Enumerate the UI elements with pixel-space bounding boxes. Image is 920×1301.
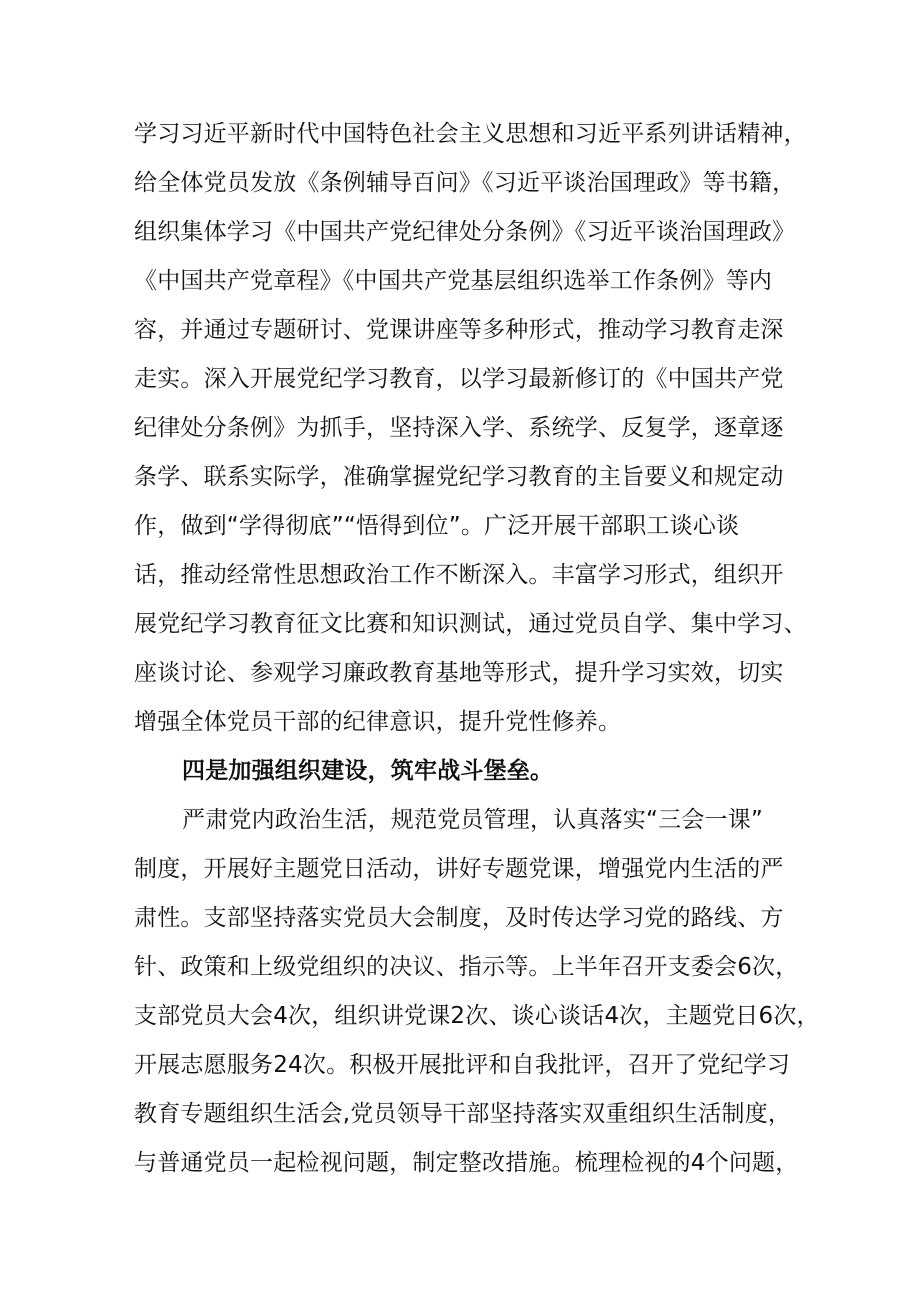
paragraph-line: 作，做到“学得彻底”“悟得到位”。广泛开展干部职工谈心谈: [134, 513, 740, 539]
paragraph-line: 纪律处分条例》为抓手，坚持深入学、系统学、反复学，逐章逐: [134, 415, 784, 441]
paragraph-line: 给全体党员发放《条例辅导百问》《习近平谈治国理政》等书籍，: [134, 170, 796, 196]
paragraph-line: 话，推动经常性思想政治工作不断深入。丰富学习形式，组织开: [134, 562, 784, 588]
paragraph-line: 与普通党员一起检视问题，制定整改措施。梳理检视的4个问题，: [134, 1150, 799, 1176]
paragraph-line: 肃性。支部坚持落实党员大会制度，及时传达学习党的路线、方: [134, 905, 784, 931]
paragraph-line: 走实。深入开展党纪学习教育，以学习最新修订的《中国共产党: [134, 366, 784, 392]
paragraph-line: 制度，开展好主题党日活动，讲好专题党课，增强党内生活的严: [134, 856, 784, 882]
paragraph-line: 组织集体学习《中国共产党纪律处分条例》《习近平谈治国理政》: [134, 219, 796, 245]
paragraph-line: 增强全体党员干部的纪律意识，提升党性修养。: [134, 709, 622, 735]
paragraph-line: 《中国共产党章程》《中国共产党基层组织选举工作条例》等内: [134, 268, 773, 294]
paragraph-line: 严肃党内政治生活，规范党员管理，认真落实“三会一课”: [182, 807, 764, 833]
paragraph-line: 开展志愿服务24次。积极开展批评和自我批评，召开了党纪学习: [134, 1052, 791, 1078]
paragraph-line: 展党纪学习教育征文比赛和知识测试，通过党员自学、集中学习、: [134, 611, 807, 637]
paragraph-line: 条学、联系实际学，准确掌握党纪学习教育的主旨要义和规定动: [134, 464, 784, 490]
paragraph-line: 针、政策和上级党组织的决议、指示等。上半年召开支委会6次，: [134, 954, 799, 980]
section-heading: 四是加强组织建设，筑牢战斗堡垒。: [182, 758, 554, 784]
paragraph-line: 容，并通过专题研讨、党课讲座等多种形式，推动学习教育走深: [134, 317, 784, 343]
paragraph-line: 支部党员大会4次，组织讲党课2次、谈心谈话4次，主题党日6次，: [134, 1003, 820, 1029]
paragraph-line: 座谈讨论、参观学习廉政教育基地等形式，提升学习实效，切实: [134, 660, 784, 686]
paragraph-line: 学习习近平新时代中国特色社会主义思想和习近平系列讲话精神，: [134, 121, 807, 147]
paragraph-line: 教育专题组织生活会,党员领导干部坚持落实双重组织生活制度，: [134, 1101, 792, 1127]
document-body: [134, 116, 820, 1194]
